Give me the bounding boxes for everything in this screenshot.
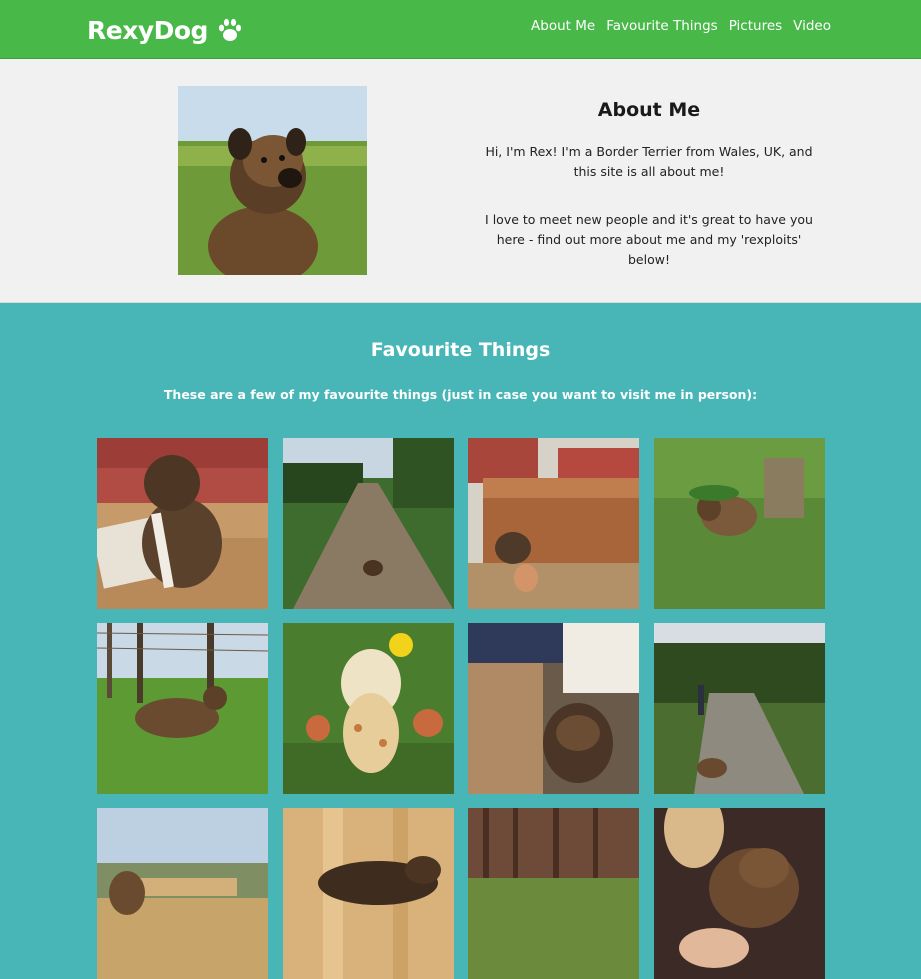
nav-pictures[interactable]: Pictures: [728, 18, 783, 34]
nav-about-me[interactable]: About Me: [531, 18, 596, 34]
about-photo: [178, 86, 367, 275]
brand-name[interactable]: RexyDog: [87, 15, 208, 45]
photo-thumbnail[interactable]: [97, 808, 268, 979]
about-text: [478, 99, 820, 298]
favourite-things-title: Favourite Things: [370, 339, 551, 361]
favourite-things-subtitle: These are a few of my favourite things (just in case you want to visit me in person):: [163, 387, 758, 402]
photo-thumbnail[interactable]: [283, 808, 454, 979]
photo-thumbnail[interactable]: [468, 438, 639, 609]
main-nav: [531, 18, 831, 34]
photo-thumbnail[interactable]: [283, 623, 454, 794]
photo-thumbnail[interactable]: [654, 623, 825, 794]
paw-icon: [216, 16, 244, 44]
brand-logo[interactable]: [87, 12, 244, 48]
photo-thumbnail[interactable]: [654, 438, 825, 609]
about-paragraph: Hi, I'm Rex! I'm a Border Terrier from Wales, UK, and this site is all about me!: [485, 144, 813, 179]
photo-thumbnail[interactable]: [654, 808, 825, 979]
navbar: [0, 0, 921, 59]
photo-thumbnail[interactable]: [97, 623, 268, 794]
photo-thumbnail[interactable]: [97, 438, 268, 609]
photo-grid: [97, 438, 825, 979]
photo-thumbnail[interactable]: [468, 808, 639, 979]
favourite-things-section: [0, 303, 921, 921]
about-title: About Me: [597, 99, 701, 121]
nav-favourite-things[interactable]: Favourite Things: [606, 18, 718, 34]
about-section: [0, 59, 921, 303]
photo-thumbnail[interactable]: [283, 438, 454, 609]
about-paragraph: I love to meet new people and it's great to have you here - find out more about me and my 'rexploits' below!: [485, 212, 813, 267]
nav-video[interactable]: Video: [793, 18, 831, 34]
photo-thumbnail[interactable]: [468, 623, 639, 794]
